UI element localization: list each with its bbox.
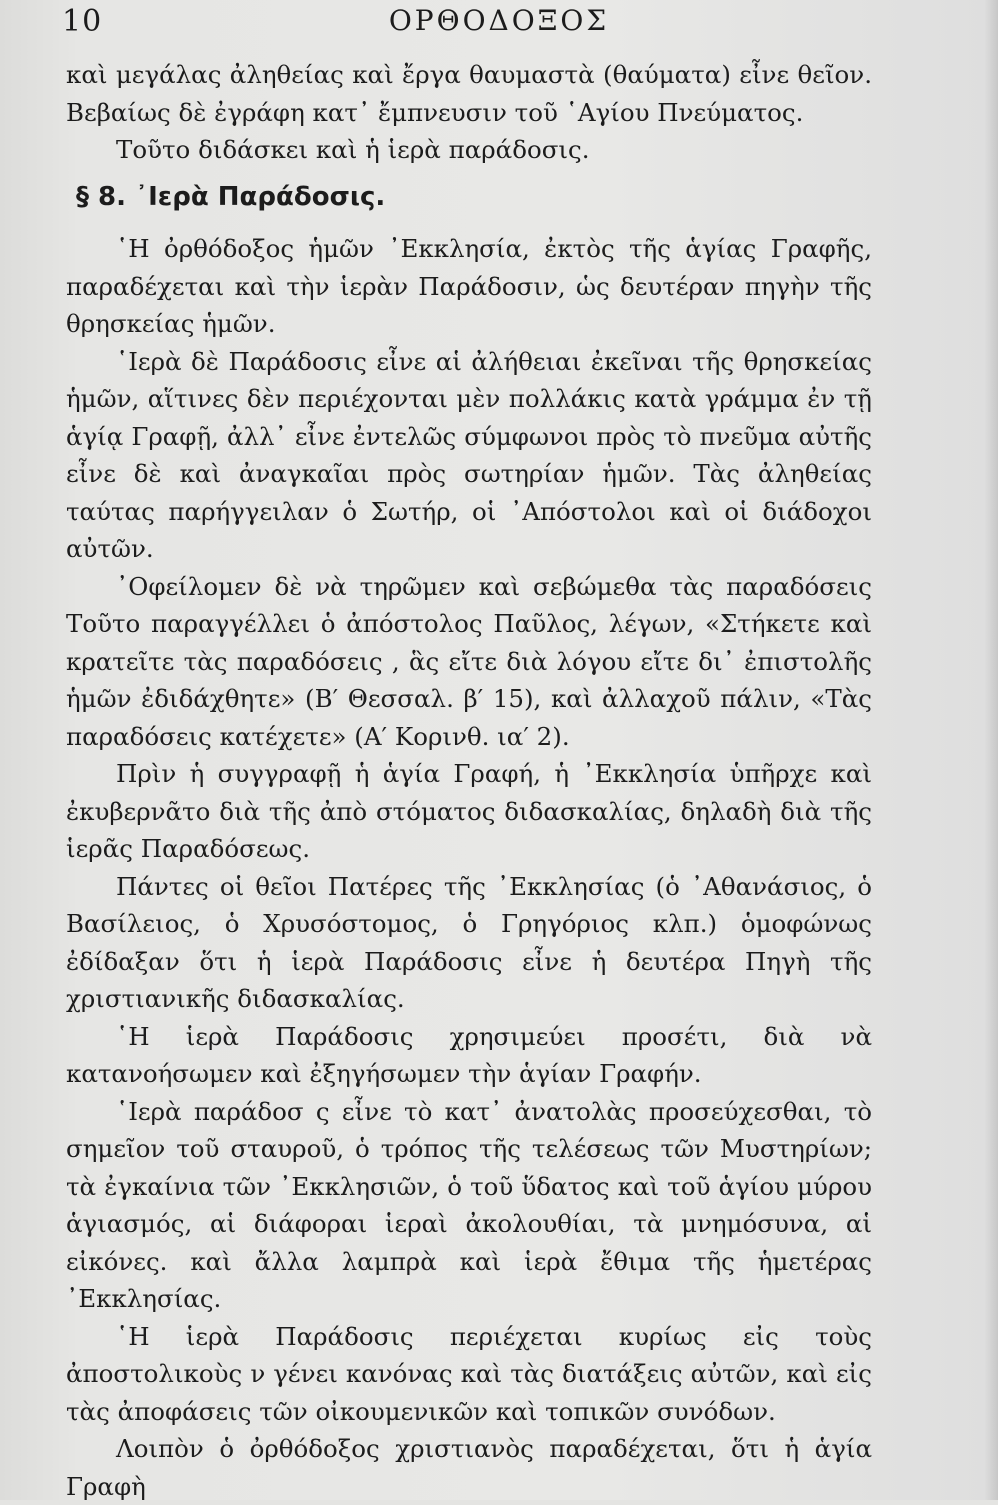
page-edge-shadow (984, 0, 998, 1500)
paragraph: Πρὶν ἡ συγγραφῇ ἡ ἁγία Γραφή, ἡ ᾿Εκκλησία ὑπῆρχε καὶ ἐκυβερνᾶτο διὰ τῆς ἀπὸ στόματος διδασκαλίας, δηλαδὴ διὰ τῆς ἱερᾶς Παραδόσεως. (66, 759, 872, 863)
paragraph: ῾Η ἱερὰ Παράδοσις χρησιμεύει προσέτι, διὰ νὰ κατανοήσωμεν καὶ ἐξηγήσωμεν τὴν ἁγίαν Γραφήν. (66, 1021, 872, 1088)
paragraph: Πάντες οἱ θεῖοι Πατέρες τῆς ᾿Εκκλησίας (ὁ ᾿Αθανάσιος, ὁ Βασίλειος, ὁ Χρυσόστομος, ὁ Γρηγόριος κλπ.) ὁμοφώνως ἐδίδαξαν ὅτι ἡ ἱερὰ Παράδοσις εἶνε ἡ δευτέρα Πηγὴ τῆς χριστιανικῆς διδασκαλίας. (66, 871, 872, 1013)
paragraph: ῾Η ἱερὰ Παράδοσις περιέχεται κυρίως εἰς τοὺς ἀποστολικοὺς ν γένει κανόνας καὶ τὰς διατάξεις αὐτῶν, καὶ εἰς τὰς ἀποφάσεις τῶν οἰκουμενικῶν καὶ τοπικῶν συνόδων. (66, 1321, 872, 1426)
paragraph: καὶ μεγάλας ἀληθείας καὶ ἔργα θαυμαστὰ (θαύματα) εἶνε θεῖον. Βεβαίως δὲ ἐγράφη κατ᾿ ἔμπνευσιν τοῦ ῾Αγίου Πνεύματος. (66, 60, 872, 127)
paragraph: ῾Η ὀρθόδοξος ἡμῶν ᾿Εκκλησία, ἐκτὸς τῆς ἁγίας Γραφῆς, παραδέχεται καὶ τὴν ἱερὰν Παράδοσιν, ὡς δευτέραν πηγὴν τῆς θρησκείας ἡμῶν. (66, 234, 872, 338)
paragraph: Λοιπὸν ὁ ὀρθόδοξος χριστιανὸς παραδέχεται, ὅτι ἡ ἁγία Γραφὴ (66, 1434, 872, 1501)
paragraph: ᾿Οφείλομεν δὲ νὰ τηρῶμεν καὶ σεβώμεθα τὰς παραδόσεις Τοῦτο παραγγέλλει ὁ ἀπόστολος Παῦλος, λέγων, «Στήκετε καὶ κρατεῖτε τὰς παραδόσεις , ἃς εἴτε διὰ λόγου εἴτε δι᾿ ἐπιστολῆς ἡμῶν ἐδιδάχθητε» (Β′ Θεσσαλ. β′ 15), καὶ ἀλλαχοῦ πάλιν, «Τὰς παραδόσεις κατέχετε» (Α′ Κορινθ. ια′ 2). (66, 571, 872, 751)
body-text (66, 56, 872, 1505)
page-number: 10 (62, 4, 103, 39)
paragraph: Τοῦτο διδάσκει καὶ ἡ ἱερὰ παράδοσις. (116, 135, 590, 164)
section-heading: § 8. ᾿Ιερὰ Παράδοσις. (76, 181, 386, 212)
running-title: ΟΡΘΟΔΟΞΟΣ (388, 4, 610, 37)
paragraph: ῾Ιερὰ δὲ Παράδοσις εἶνε αἱ ἀλήθειαι ἐκεῖναι τῆς θρησκείας ἡμῶν, αἵτινες δὲν περιέχονται μὲν πολλάκις κατὰ γράμμα ἐν τῇ ἁγίᾳ Γραφῇ, ἀλλ᾿ εἶνε ἐντελῶς σύμφωνοι πρὸς τὸ πνεῦμα αὐτῆς εἶνε δὲ καὶ ἀναγκαῖαι πρὸς σωτηρίαν ἡμῶν. Τὰς ἀληθείας ταύτας παρήγγειλαν ὁ Σωτήρ, οἱ ᾿Απόστολοι καὶ οἱ διάδοχοι αὐτῶν. (66, 346, 872, 563)
paragraph: ῾Ιερὰ παράδοσ ς εἶνε τὸ κατ᾿ ἀνατολὰς προσεύχεσθαι, τὸ σημεῖον τοῦ σταυροῦ, ὁ τρόπος τῆς τελέσεως τῶν Μυστηρίων; τὰ ἐγκαίνια τῶν ᾿Εκκλησιῶν, ὁ τοῦ ὕδατος καὶ τοῦ ἁγίου μύρου ἁγιασμός, αἱ διάφοραι ἱεραὶ ἀκολουθίαι, τὰ μνημόσυνα, αἱ εἰκόνες. καὶ ἄλλα λαμπρὰ καὶ ἱερὰ ἔθιμα τῆς ἡμετέρας ᾿Εκκλησίας. (66, 1096, 872, 1313)
